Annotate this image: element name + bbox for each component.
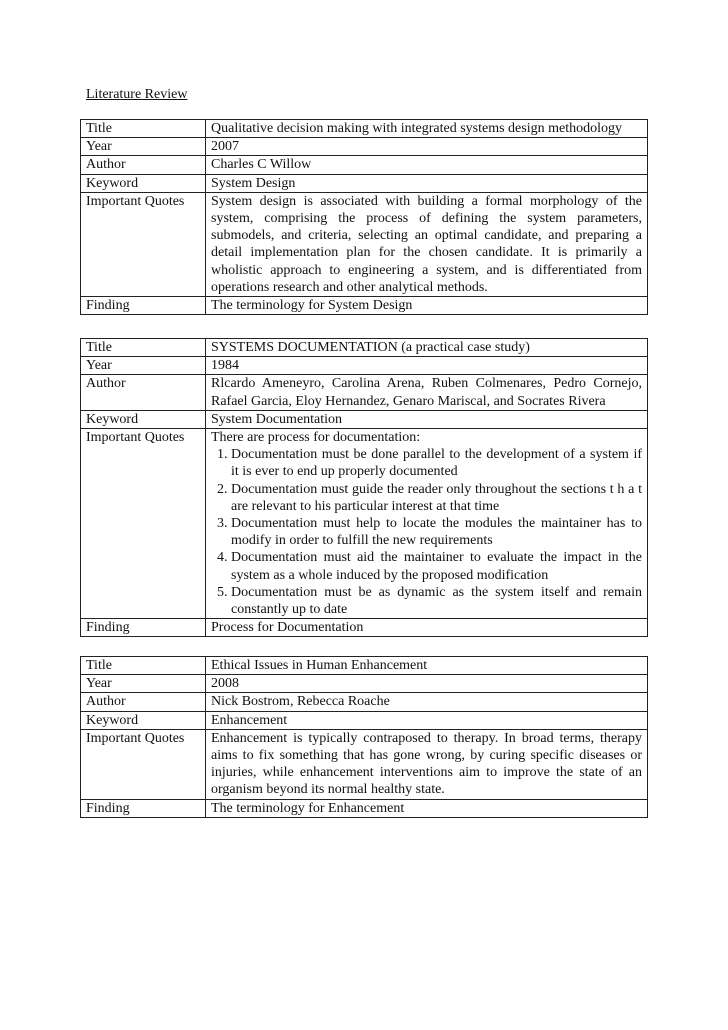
list-item: 4. Documentation must aid the maintainer to evaluate the impact in the system as a whole induced by the proposed modification (231, 549, 642, 583)
table-row (81, 429, 648, 619)
author-label: Author (81, 375, 206, 410)
title-label: Title (81, 120, 206, 138)
table-row (81, 357, 648, 375)
finding-value: Process for Documentation (206, 619, 648, 637)
year-value: 1984 (206, 357, 648, 375)
keyword-label: Keyword (81, 711, 206, 729)
title-value: Ethical Issues in Human Enhancement (206, 657, 648, 675)
finding-label: Finding (81, 799, 206, 817)
finding-value: The terminology for System Design (206, 297, 648, 315)
quotes-intro: There are process for documentation: (211, 430, 421, 446)
keyword-value: System Documentation (206, 410, 648, 428)
title-value: Qualitative decision making with integrated systems design methodology (206, 120, 648, 138)
documentation-list (211, 446, 642, 618)
title-label: Title (81, 657, 206, 675)
author-label: Author (81, 693, 206, 711)
table-row (81, 410, 648, 428)
list-item: 2. Documentation must guide the reader only throughout the sections t h a t are relevant to his particular interest at that time (231, 481, 642, 515)
author-value: Nick Bostrom, Rebecca Roache (206, 693, 648, 711)
author-value: Rlcardo Ameneyro, Carolina Arena, Ruben Colmenares, Pedro Cornejo, Rafael Garcia, Eloy Hernandez, Genaro Mariscal, and Socrates Rivera (206, 375, 648, 410)
page-heading: Literature Review (86, 87, 188, 102)
table-row (81, 297, 648, 315)
table-row (81, 120, 648, 138)
year-label: Year (81, 138, 206, 156)
title-value: SYSTEMS DOCUMENTATION (a practical case study) (206, 339, 648, 357)
review-table-2 (80, 338, 648, 637)
quotes-value: Enhancement is typically contraposed to therapy. In broad terms, therapy aims to fix something that has gone wrong, by curing specific diseases or injuries, while enhancement interventions aim to improve the state of an organism beyond its normal healthy state. (206, 729, 648, 799)
finding-value: The terminology for Enhancement (206, 799, 648, 817)
table-row (81, 138, 648, 156)
list-item: 1. Documentation must be done parallel to the development of a system if it is ever to end up properly documented (231, 446, 642, 480)
title-label: Title (81, 339, 206, 357)
table-row (81, 619, 648, 637)
table-row (81, 174, 648, 192)
table-row (81, 675, 648, 693)
table-row (81, 711, 648, 729)
review-table-1 (80, 119, 648, 315)
finding-label: Finding (81, 297, 206, 315)
table-row (81, 657, 648, 675)
table-row (81, 156, 648, 174)
year-label: Year (81, 357, 206, 375)
quotes-value (206, 429, 648, 619)
list-item: 5. Documentation must be as dynamic as the system itself and remain constantly up to date (231, 584, 642, 618)
finding-label: Finding (81, 619, 206, 637)
author-label: Author (81, 156, 206, 174)
review-table-3 (80, 656, 648, 818)
list-item: 3. Documentation must help to locate the modules the maintainer has to modify in order to fulfill the new requirements (231, 515, 642, 549)
keyword-label: Keyword (81, 410, 206, 428)
table-row (81, 192, 648, 296)
table-row (81, 729, 648, 799)
year-label: Year (81, 675, 206, 693)
quotes-label: Important Quotes (81, 192, 206, 296)
author-value: Charles C Willow (206, 156, 648, 174)
keyword-label: Keyword (81, 174, 206, 192)
quotes-label: Important Quotes (81, 729, 206, 799)
table-row (81, 693, 648, 711)
year-value: 2008 (206, 675, 648, 693)
quotes-label: Important Quotes (81, 429, 206, 619)
table-row (81, 799, 648, 817)
quotes-value: System design is associated with building a formal morphology of the system, comprising the process of defining the system parameters, submodels, and criteria, selecting an optimal candidate, and preparing a detail implementation plan for the chosen candidate. It is primarily a wholistic approach to engineering a system, and is differentiated from operations research and other analytical methods. (206, 192, 648, 296)
year-value: 2007 (206, 138, 648, 156)
table-row (81, 375, 648, 410)
table-row (81, 339, 648, 357)
keyword-value: System Design (206, 174, 648, 192)
keyword-value: Enhancement (206, 711, 648, 729)
